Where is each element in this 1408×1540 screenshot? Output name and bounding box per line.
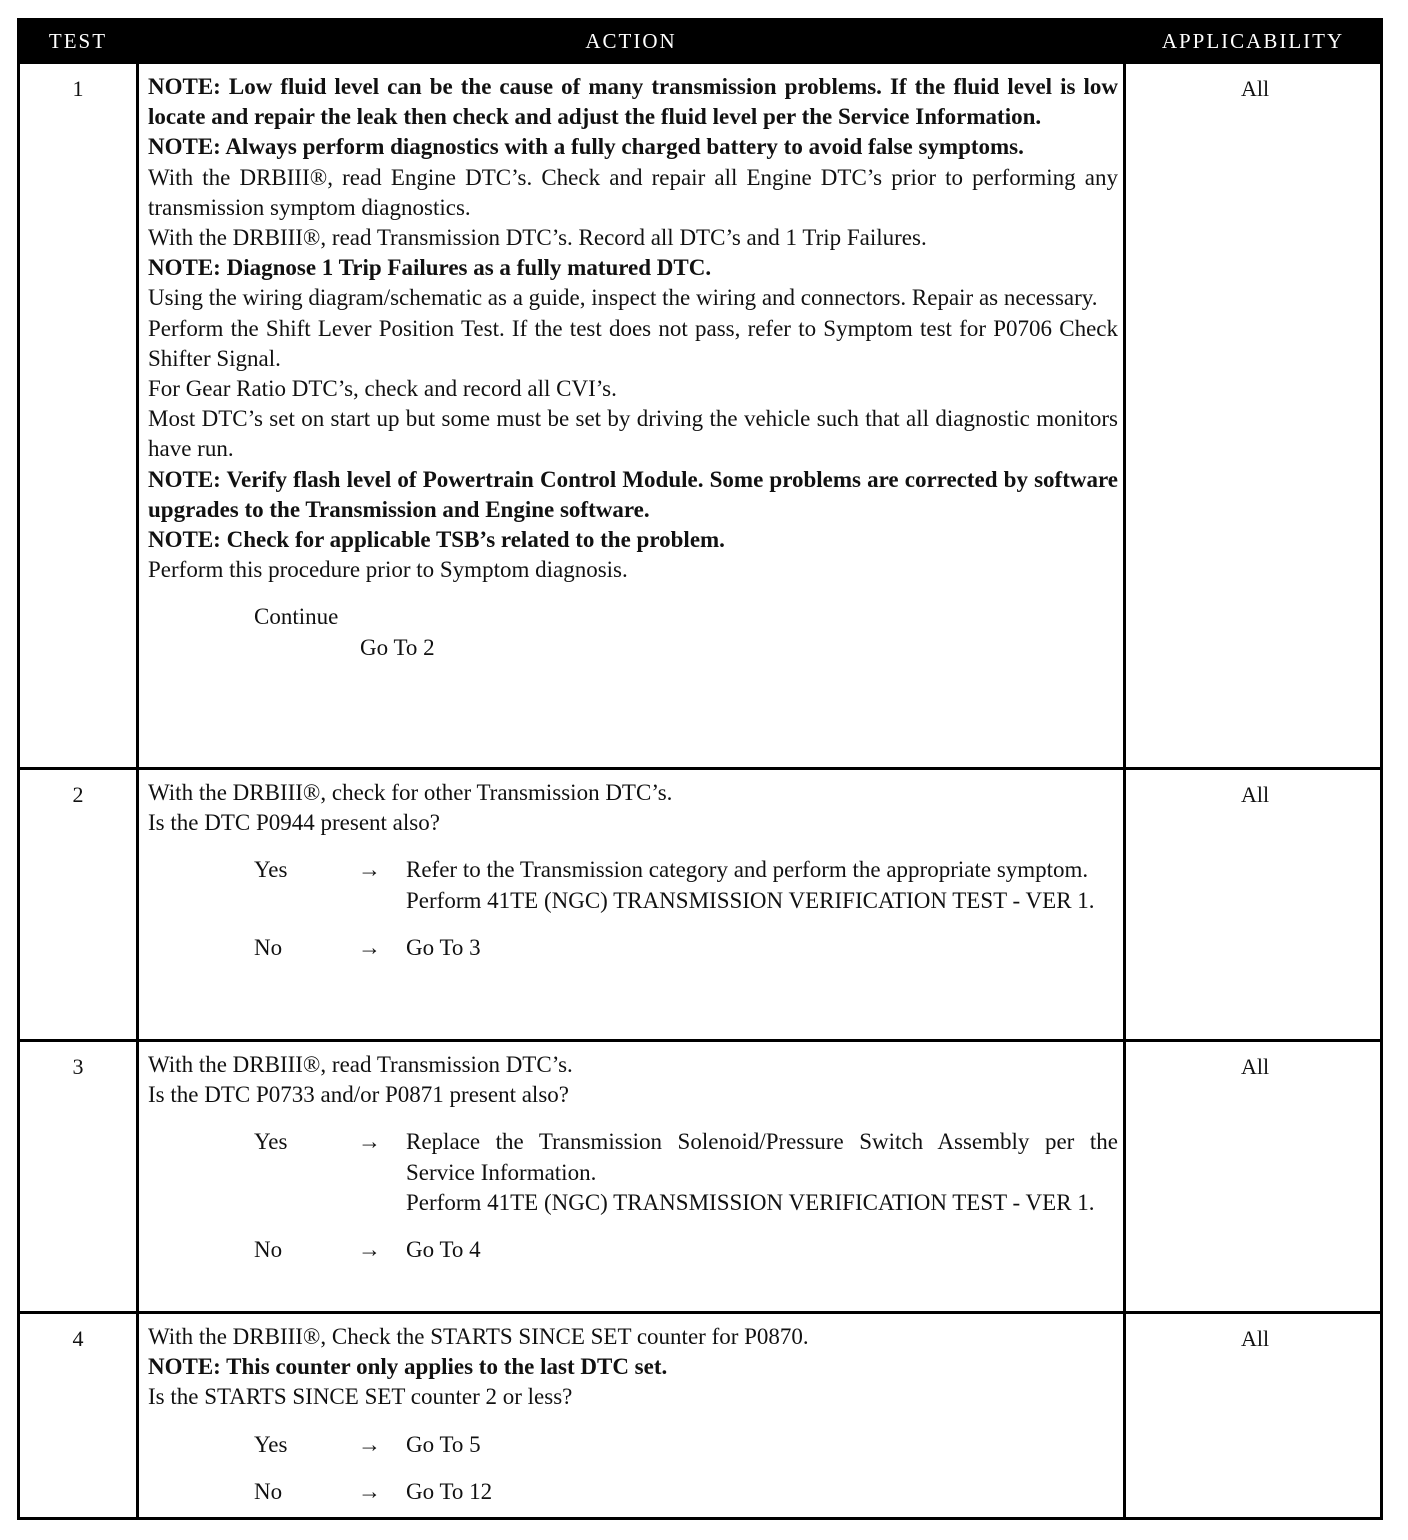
- instruction-line: With the DRBIII®, read Transmission DTC’s.: [148, 1052, 573, 1077]
- diagnostic-table: [17, 18, 1383, 1520]
- yes-answer: [148, 1127, 1118, 1218]
- no-result-goto[interactable]: Go To 4: [406, 1237, 481, 1263]
- yes-answer: [148, 1430, 1118, 1460]
- applicability-value: All: [1240, 76, 1270, 101]
- action-cell: [148, 778, 1118, 963]
- instruction-line: Perform the Shift Lever Position Test. If the test does not pass, refer to Symptom test for P0706 Check Shifter Signal.: [148, 315, 1118, 371]
- instruction-line: Perform this procedure prior to Symptom diagnosis.: [148, 557, 628, 583]
- no-result-goto[interactable]: Go To 3: [406, 934, 481, 960]
- instruction-line: With the DRBIII®, check for other Transmission DTC’s.: [148, 780, 673, 805]
- question-line: Is the DTC P0944 present also?: [148, 810, 440, 836]
- arrow-right-icon: →: [358, 1478, 381, 1504]
- arrow-right-icon: →: [358, 1237, 381, 1263]
- header-applicability: APPLICABILITY: [1161, 29, 1345, 53]
- goto-link[interactable]: Go To 2: [360, 634, 435, 660]
- table-row-test-4: [20, 1311, 1380, 1517]
- yes-result-text: Refer to the Transmission category and perform the appropriate symptom.: [406, 857, 1089, 883]
- header-action: ACTION: [585, 29, 677, 53]
- no-label: No: [254, 1478, 283, 1504]
- action-cell: [148, 1050, 1118, 1265]
- instruction-line: With the DRBIII®, read Transmission DTC’s. Record all DTC’s and 1 Trip Failures.: [148, 225, 927, 251]
- header-test: TEST: [48, 29, 108, 53]
- no-answer: [148, 933, 1118, 963]
- instruction-line: Most DTC’s set on start up but some must be set by driving the vehicle such that all diagnostic monitors have run.: [148, 406, 1118, 462]
- note-line: NOTE: Low fluid level can be the cause of many transmission problems. If the fluid level is low locate and repair the leak then check and adjust the fluid level per the Service Information.: [148, 74, 1118, 130]
- table-row-test-1: [20, 61, 1380, 767]
- arrow-right-icon: →: [358, 1129, 381, 1155]
- instruction-line: With the DRBIII®, Check the STARTS SINCE SET counter for P0870.: [148, 1324, 809, 1349]
- arrow-right-icon: →: [358, 1431, 381, 1457]
- question-line: Is the DTC P0733 and/or P0871 present also?: [148, 1082, 569, 1108]
- yes-result-goto[interactable]: Go To 5: [406, 1431, 481, 1457]
- note-line: NOTE: Always perform diagnostics with a fully charged battery to avoid false symptoms.: [148, 134, 1024, 160]
- note-line: NOTE: Verify flash level of Powertrain Control Module. Some problems are corrected by software upgrades to the Transmission and Engine software.: [148, 466, 1118, 522]
- yes-result-text: Replace the Transmission Solenoid/Pressure Switch Assembly per the Service Information.: [406, 1129, 1118, 1185]
- note-line: NOTE: Diagnose 1 Trip Failures as a fully matured DTC.: [148, 255, 712, 281]
- no-label: No: [254, 934, 283, 960]
- question-line: Is the STARTS SINCE SET counter 2 or less?: [148, 1384, 573, 1410]
- table-header: [20, 21, 1380, 61]
- note-line: NOTE: Check for applicable TSB’s related to the problem.: [148, 527, 725, 553]
- action-cell: [148, 1322, 1118, 1507]
- no-result-goto[interactable]: Go To 12: [406, 1478, 493, 1504]
- action-cell: [148, 72, 1118, 663]
- applicability-value: All: [1240, 782, 1270, 807]
- applicability-value: All: [1240, 1054, 1270, 1079]
- arrow-right-icon: →: [358, 857, 381, 883]
- table-row-test-3: [20, 1039, 1380, 1311]
- yes-label: Yes: [254, 1431, 288, 1457]
- instruction-line: Using the wiring diagram/schematic as a guide, inspect the wiring and connectors. Repair as necessary.: [148, 285, 1098, 311]
- yes-result-text-2: Perform 41TE (NGC) TRANSMISSION VERIFICATION TEST - VER 1.: [406, 887, 1095, 913]
- test-number: 2: [72, 782, 84, 807]
- test-number: 1: [72, 76, 84, 101]
- yes-result[interactable]: [406, 1127, 1118, 1218]
- yes-answer: [148, 855, 1118, 915]
- table-row-test-2: [20, 767, 1380, 1039]
- applicability-value: All: [1240, 1326, 1270, 1351]
- yes-result[interactable]: [406, 855, 1118, 915]
- yes-label: Yes: [254, 1129, 288, 1155]
- no-label: No: [254, 1237, 283, 1263]
- instruction-line: With the DRBIII®, read Engine DTC’s. Check and repair all Engine DTC’s prior to performing any transmission symptom diagnostics.: [148, 164, 1118, 220]
- test-number: 4: [72, 1326, 84, 1351]
- no-answer: [148, 1477, 1118, 1507]
- note-line: NOTE: This counter only applies to the last DTC set.: [148, 1354, 668, 1380]
- test-number: 3: [72, 1054, 84, 1079]
- continue-label: Continue: [254, 604, 339, 630]
- yes-label: Yes: [254, 857, 288, 883]
- no-answer: [148, 1235, 1118, 1265]
- instruction-line: For Gear Ratio DTC’s, check and record all CVI’s.: [148, 376, 617, 402]
- yes-result-text-2: Perform 41TE (NGC) TRANSMISSION VERIFICATION TEST - VER 1.: [406, 1189, 1095, 1215]
- arrow-right-icon: →: [358, 934, 381, 960]
